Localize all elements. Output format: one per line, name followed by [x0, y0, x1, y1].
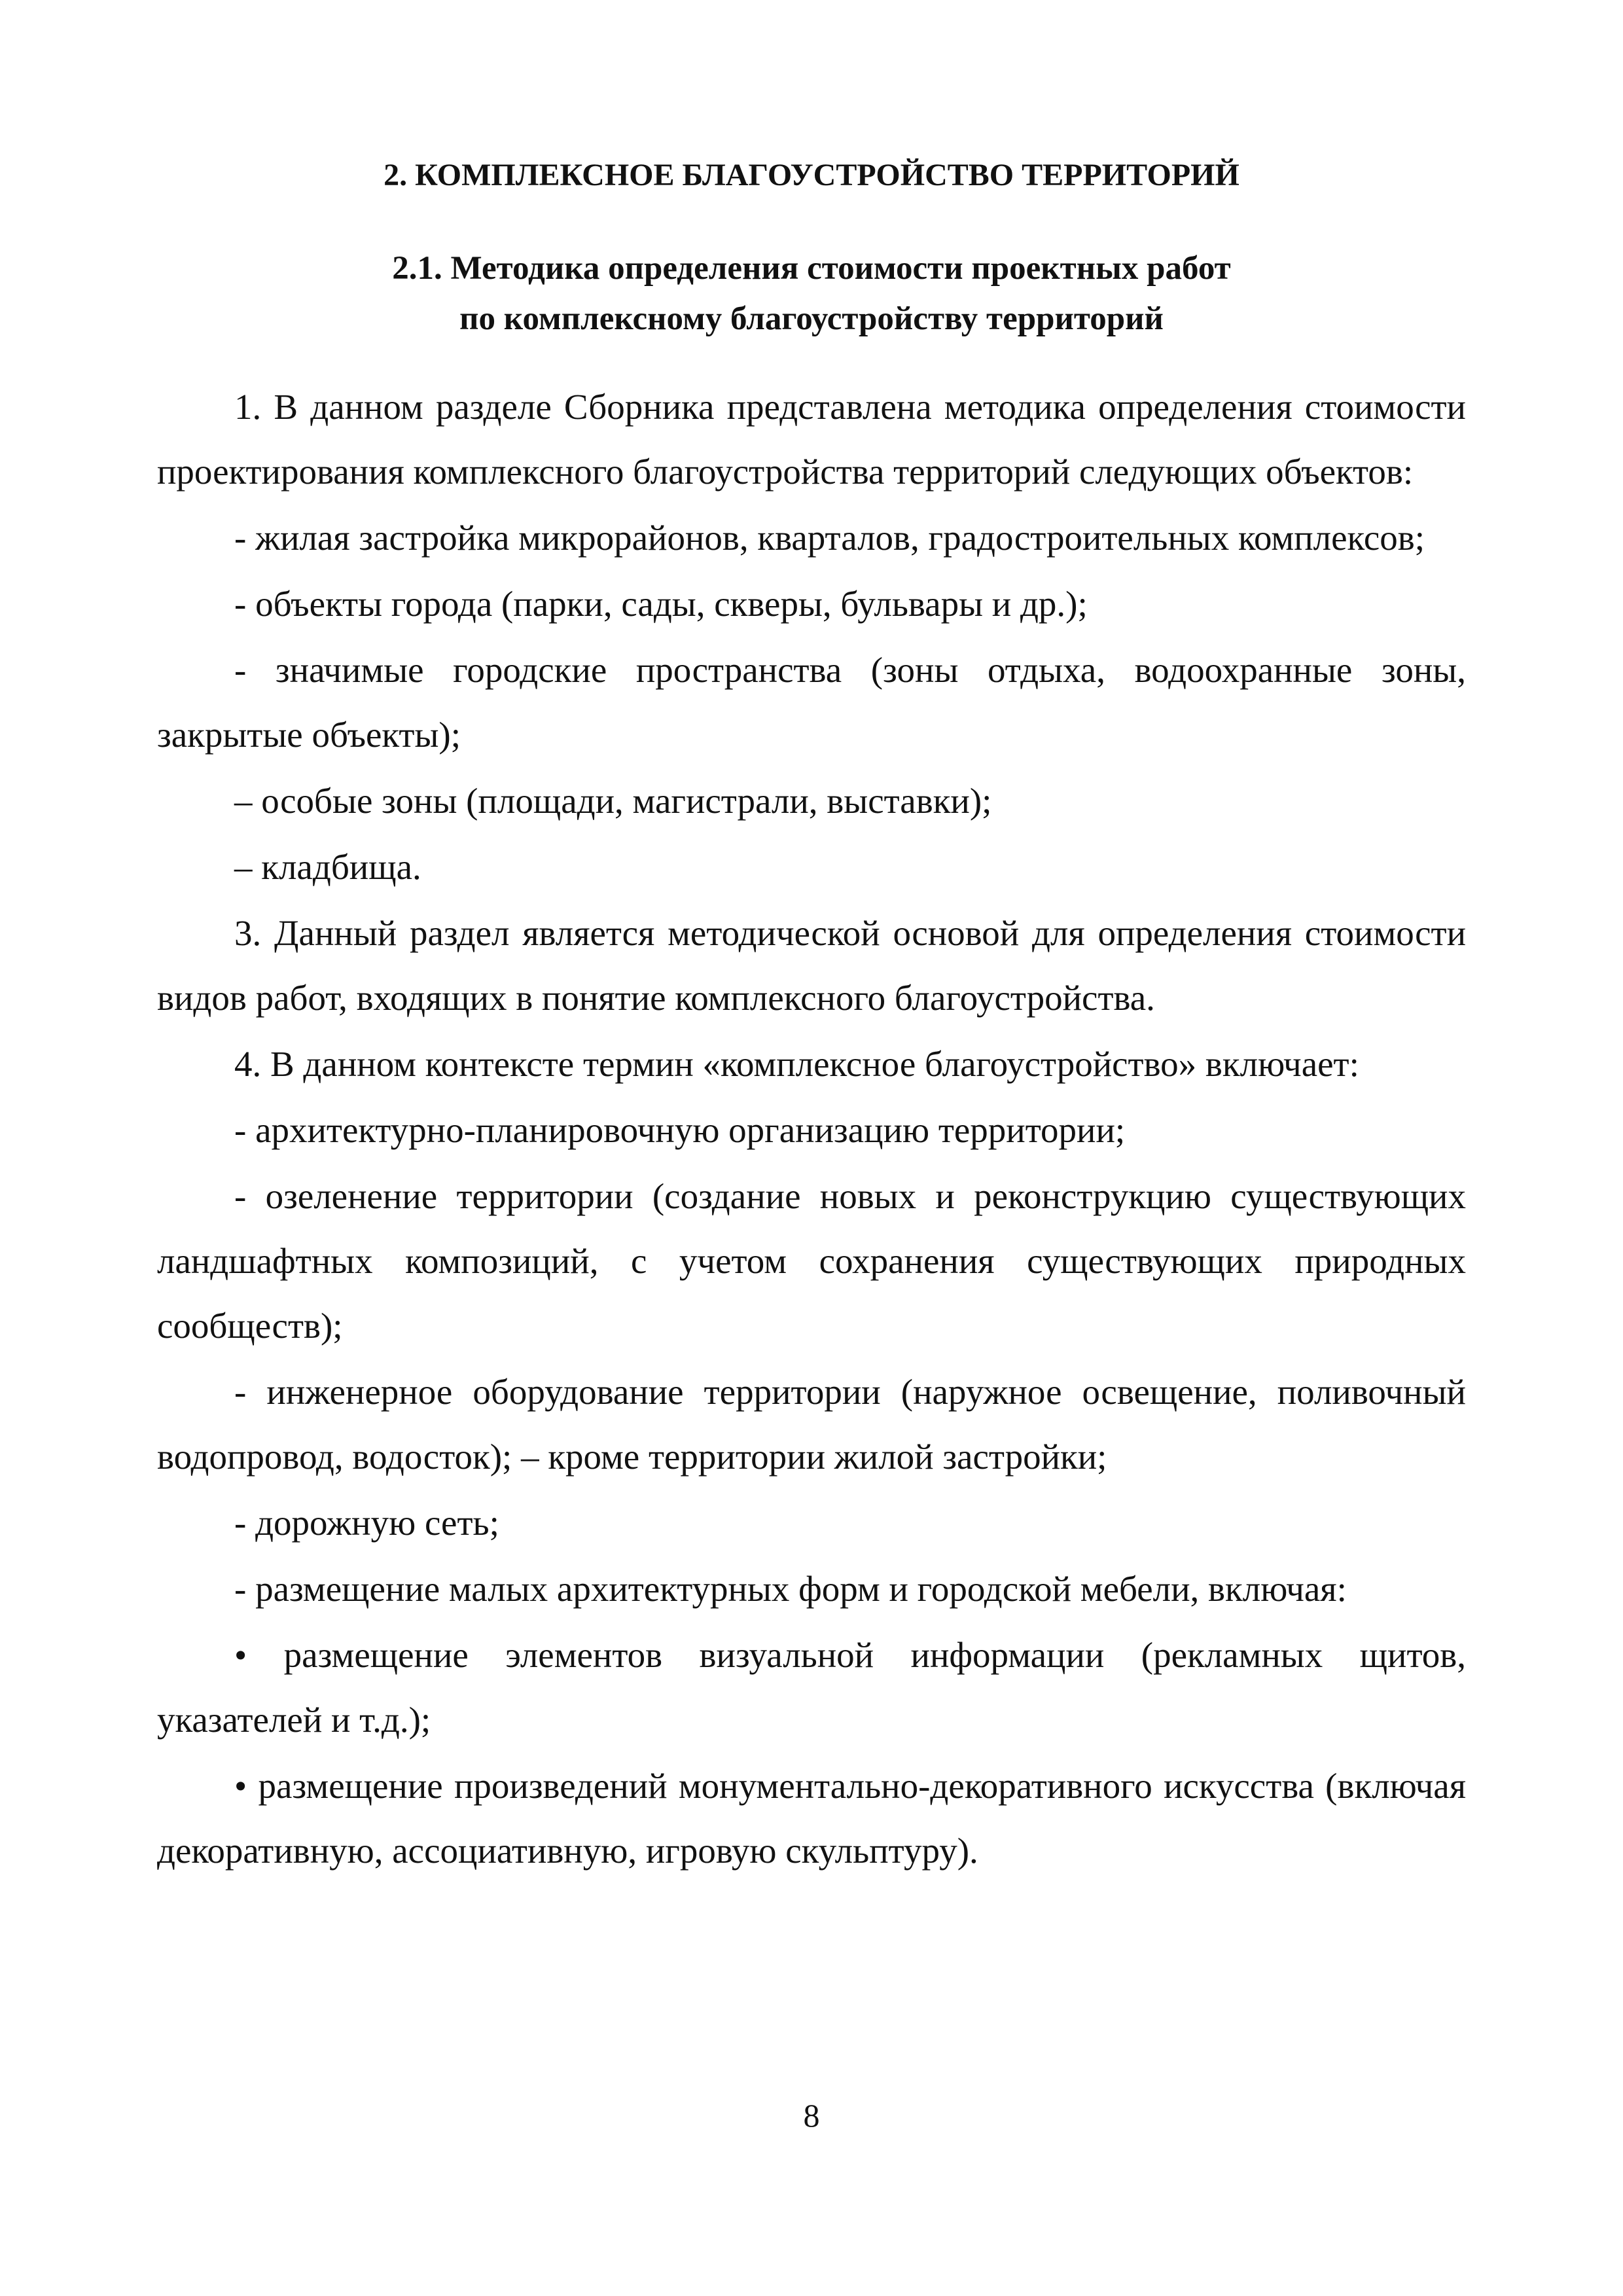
subsection-heading-line-1: 2.1. Методика определения стоимости проектных работ [392, 250, 1231, 287]
subsection-heading [157, 243, 1466, 344]
list-item: - размещение малых архитектурных форм и городской мебели, включая: [234, 1569, 1347, 1609]
paragraph: 1. В данном разделе Сборника представлена методика определения стоимости проектирования комплексного благоустройства территорий следующих объектов: [157, 387, 1466, 492]
bullet-item: • размещение произведений монументально-декоративного искусства (включая декоративную, ассоциативную, игровую скульптуру). [157, 1766, 1466, 1871]
paragraph: 4. В данном контексте термин «комплексное благоустройство» включает: [234, 1044, 1359, 1084]
subsection-heading-line-2: по комплексному благоустройству территорий [459, 300, 1164, 337]
list-item: - значимые городские пространства (зоны отдыха, водоохранные зоны, закрытые объекты); [157, 650, 1466, 755]
list-item: - объекты города (парки, сады, скверы, бульвары и др.); [234, 584, 1088, 624]
list-item: - архитектурно-планировочную организацию территории; [234, 1110, 1126, 1150]
bullet-item: • размещение элементов визуальной информации (рекламных щитов, указателей и т.д.); [157, 1635, 1466, 1740]
list-item: - инженерное оборудование территории (наружное освещение, поливочный водопровод, водосток); – кроме территории жилой застройки; [157, 1372, 1466, 1477]
body-text [157, 374, 1466, 1884]
list-item: - дорожную сеть; [234, 1503, 499, 1543]
section-heading: 2. КОМПЛЕКСНОЕ БЛАГОУСТРОЙСТВО ТЕРРИТОРИЙ [383, 158, 1240, 192]
list-item: - жилая застройка микрорайонов, кварталов, градостроительных комплексов; [234, 518, 1425, 558]
list-item: – кладбища. [234, 847, 421, 887]
page-number: 8 [803, 2097, 820, 2134]
paragraph: 3. Данный раздел является методической основой для определения стоимости видов работ, входящих в понятие комплексного благоустройства. [157, 913, 1466, 1018]
list-item: – особые зоны (площади, магистрали, выставки); [234, 781, 992, 821]
list-item: - озеленение территории (создание новых и реконструкцию существующих ландшафтных композиций, с учетом сохранения существующих природных сообществ); [157, 1176, 1466, 1346]
